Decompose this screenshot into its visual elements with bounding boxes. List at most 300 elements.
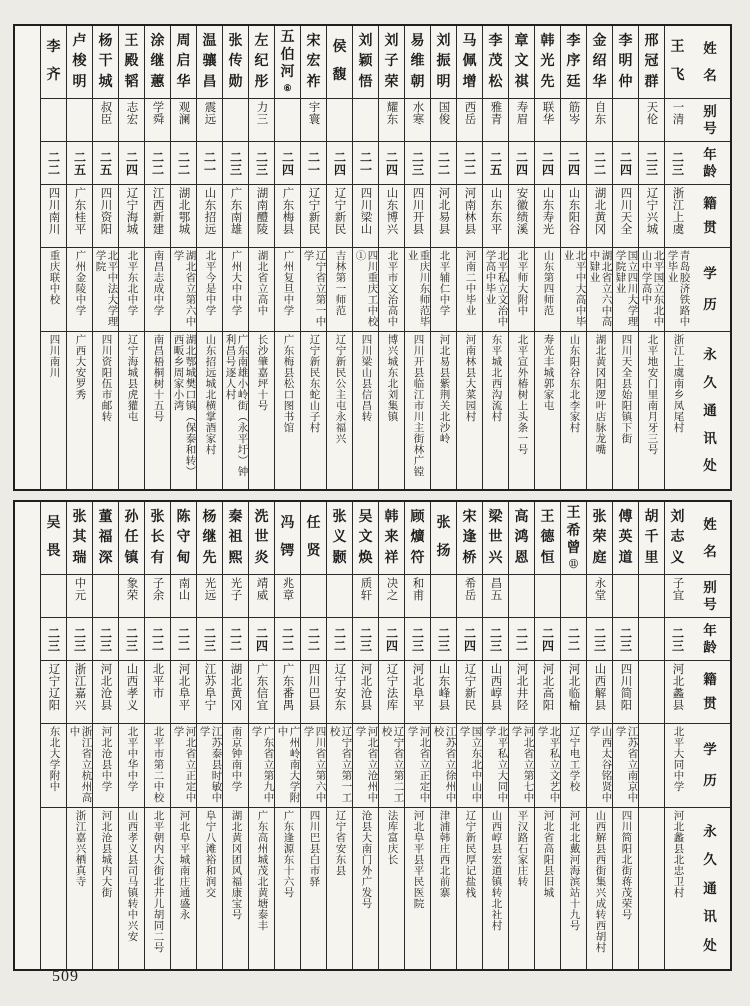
row-header-column	[690, 502, 730, 969]
alias-text: 西岳	[463, 101, 476, 125]
age-cell	[93, 141, 118, 184]
glyph: 爌	[410, 530, 425, 545]
glyph: 荣	[592, 530, 607, 545]
name-cell	[353, 502, 378, 574]
age-text: 二二	[176, 150, 191, 176]
origin-text: 四川梁山	[359, 187, 372, 235]
glyph: 世	[254, 530, 269, 545]
origin-text: 河北井陉	[515, 663, 528, 711]
education-cell	[145, 247, 170, 331]
address-text: 河北省高阳县旧城	[542, 810, 554, 898]
glyph: 传	[228, 54, 243, 69]
education-text: 重庆联中校	[48, 250, 60, 305]
alias-cell	[41, 98, 66, 141]
person-name	[405, 504, 430, 572]
education-text: 南昌志成中学	[152, 250, 164, 316]
glyph: 河	[280, 65, 295, 81]
glyph: 任	[124, 530, 139, 545]
glyph: 名	[703, 543, 717, 559]
education-text: 重庆川东师范毕业	[406, 250, 430, 327]
education-text: 江苏泰县时敏中学	[198, 726, 222, 803]
glyph: 梭	[72, 54, 87, 69]
address-cell	[275, 331, 300, 489]
origin-text: 辽宁新民	[463, 663, 476, 711]
education-text: 江苏省立南京中学	[614, 726, 638, 803]
glyph: 李	[46, 40, 61, 56]
address-cell	[93, 807, 118, 969]
education-cell	[301, 247, 326, 331]
alias-cell	[613, 98, 638, 141]
age-cell	[613, 617, 638, 660]
alias-text: 希岳	[463, 577, 476, 601]
person-name	[301, 504, 326, 572]
glyph: 王	[566, 506, 581, 522]
origin-text: 广东桂平	[73, 187, 86, 235]
education-text: 东北大学附中	[48, 726, 60, 792]
glyph: 华	[592, 74, 607, 90]
person-name	[639, 28, 664, 96]
address-text: 广东梅县松口图书馆	[282, 334, 294, 433]
age-text: 二二	[436, 150, 451, 176]
glyph: 年	[703, 146, 717, 162]
age-cell	[171, 617, 196, 660]
glyph: 长	[150, 530, 165, 545]
origin-text: 广东信宜	[255, 663, 268, 711]
address-text: 山东阳谷东北李家村	[568, 334, 580, 433]
glyph: 伯	[280, 47, 295, 63]
address-text: 北平宣外椿树上头条一号	[516, 334, 528, 455]
age-text: 二二	[306, 626, 321, 652]
age-cell	[197, 617, 222, 660]
education-text: 北平中华中学	[126, 726, 138, 792]
education-cell	[67, 723, 92, 807]
education-text: 北平大同中学	[672, 726, 684, 792]
glyph: 子	[384, 54, 399, 69]
person-column	[326, 502, 352, 969]
education-cell	[509, 247, 534, 331]
age-cell	[67, 141, 92, 184]
alias-text: 永堂	[593, 577, 606, 601]
address-text: 河北阜平县平民医院	[412, 810, 424, 909]
age-text: 二二	[514, 626, 529, 652]
student-register-table-bottom	[13, 500, 732, 971]
origin-text: 辽宁辽阳	[47, 663, 60, 711]
address-cell	[431, 807, 456, 969]
education-text: 北平市文治高中	[386, 250, 398, 327]
education-text: 广东省立第九中学	[250, 726, 274, 803]
address-cell	[197, 807, 222, 969]
name-cell	[639, 26, 664, 98]
glyph: 骧	[202, 54, 217, 69]
person-name	[379, 28, 404, 96]
glyph: 松	[488, 74, 503, 90]
origin-text: 四川南川	[47, 187, 60, 235]
origin-cell	[197, 184, 222, 247]
row-header-origin	[690, 184, 730, 247]
glyph: 通	[703, 880, 717, 896]
education-text: 四川重庆工中校①	[354, 250, 378, 327]
person-name	[639, 504, 664, 572]
age-text: 二四	[540, 150, 555, 176]
age-text: 二一	[358, 150, 373, 176]
row-header-age	[690, 141, 730, 184]
person-column	[326, 26, 352, 489]
origin-text: 河北高阳	[541, 663, 554, 711]
age-text: 二二	[280, 626, 295, 652]
name-cell	[327, 26, 352, 98]
glyph: 飞	[670, 67, 685, 83]
origin-text: 北平市	[151, 663, 164, 699]
person-name	[93, 28, 118, 96]
origin-text: 河北阜平	[177, 663, 190, 711]
origin-text: 湖北黄冈	[229, 663, 242, 711]
education-text: 山东第四师范	[542, 250, 554, 316]
alias-cell	[67, 98, 92, 141]
alias-text: 寿眉	[515, 101, 528, 125]
glyph: 勋	[228, 74, 243, 90]
age-text: 二三	[228, 150, 243, 176]
education-cell	[405, 723, 430, 807]
origin-cell	[145, 660, 170, 723]
person-column	[612, 26, 638, 489]
origin-text: 山西孝义	[125, 663, 138, 711]
address-cell	[379, 331, 404, 489]
alias-cell	[223, 98, 248, 141]
name-cell	[613, 26, 638, 98]
address-text: 长沙肇嘉坪十号	[256, 334, 268, 411]
alias-cell	[41, 574, 66, 617]
address-text: 河北沧县城内大街	[100, 810, 112, 898]
origin-cell	[197, 660, 222, 723]
age-cell	[613, 141, 638, 184]
address-text: 沧县大南门外广发号	[360, 810, 372, 909]
address-cell	[665, 331, 690, 489]
alias-text: 光远	[203, 577, 216, 601]
address-cell	[639, 331, 664, 489]
origin-cell	[93, 184, 118, 247]
person-column	[404, 502, 430, 969]
person-column	[170, 502, 196, 969]
age-text: 二四	[566, 150, 581, 176]
origin-cell	[509, 184, 534, 247]
age-text: 二五	[98, 150, 113, 176]
age-text: 二二	[228, 626, 243, 652]
name-cell	[145, 26, 170, 98]
person-name	[405, 28, 430, 96]
name-cell	[171, 26, 196, 98]
origin-cell	[431, 660, 456, 723]
person-name	[587, 504, 612, 572]
person-name	[509, 28, 534, 96]
education-cell	[353, 247, 378, 331]
glyph: 德	[540, 530, 555, 545]
glyph: 宋	[462, 509, 477, 525]
origin-text: 广东南雄	[229, 187, 242, 235]
age-text: 二五	[488, 150, 503, 176]
alias-cell	[353, 98, 378, 141]
age-text: 二四	[462, 626, 477, 652]
name-cell	[171, 502, 196, 574]
age-cell	[379, 141, 404, 184]
glyph: 荣	[384, 74, 399, 90]
glyph: 世	[488, 530, 503, 545]
glyph: 颢	[332, 550, 347, 566]
person-name	[275, 504, 300, 572]
origin-text: 山东阳谷	[567, 187, 580, 235]
person-column	[508, 502, 534, 969]
address-cell	[327, 807, 352, 969]
person-column	[352, 502, 378, 969]
education-cell	[379, 247, 404, 331]
person-column	[248, 26, 274, 489]
address-text: 东平城北西沟流村	[490, 334, 502, 422]
alias-text: 兆章	[281, 577, 294, 601]
glyph: 祚	[306, 74, 321, 90]
age-cell	[535, 617, 560, 660]
alias-text: 观澜	[177, 101, 190, 125]
name-cell	[457, 26, 482, 98]
glyph: 悟	[358, 74, 373, 90]
education-text: 辽宁省立第二工校	[380, 726, 404, 803]
row-header-name	[690, 502, 730, 574]
address-cell	[171, 331, 196, 489]
age-cell	[119, 617, 144, 660]
alias-cell	[145, 98, 170, 141]
alias-text: 学舜	[151, 101, 164, 125]
age-text: 二一	[306, 150, 321, 176]
name-cell	[379, 26, 404, 98]
person-name	[561, 28, 586, 96]
name-cell	[587, 502, 612, 574]
alias-cell	[379, 574, 404, 617]
glyph: 逢	[462, 530, 477, 545]
alias-text: 决之	[385, 577, 398, 601]
age-text: 二四	[514, 150, 529, 176]
glyph: 韩	[384, 509, 399, 525]
address-text: 湖北黄冈团风福康宝号	[230, 810, 242, 920]
address-text: 法库富庆长	[386, 810, 398, 865]
age-cell	[327, 141, 352, 184]
address-text: 浙江上虞南乡凤尾村	[672, 334, 684, 433]
origin-text: 山东峰县	[437, 663, 450, 711]
glyph: 恩	[514, 550, 529, 566]
education-cell	[587, 247, 612, 331]
age-text: 二二	[566, 626, 581, 652]
glyph: 有	[150, 550, 165, 566]
person-column	[66, 502, 92, 969]
address-cell	[41, 807, 66, 969]
glyph: 贤	[306, 543, 321, 559]
alias-text: 叔臣	[99, 101, 112, 125]
education-cell	[457, 723, 482, 807]
glyph: 讯	[703, 430, 717, 446]
education-text: 四川省立第六中学	[302, 726, 326, 803]
address-cell	[379, 807, 404, 969]
alias-cell	[145, 574, 170, 617]
origin-cell	[249, 660, 274, 723]
education-cell	[67, 247, 92, 331]
glyph: 龄	[703, 639, 717, 655]
alias-text: 志宏	[125, 101, 138, 125]
person-column	[586, 26, 612, 489]
person-column	[560, 26, 586, 489]
glyph: 韩	[540, 33, 555, 49]
person-name	[67, 504, 92, 572]
origin-cell	[41, 184, 66, 247]
person-column	[430, 26, 456, 489]
page-number: 509	[52, 968, 79, 985]
address-text: 四川巴县白市驿	[308, 810, 320, 887]
glyph: 守	[176, 530, 191, 545]
glyph: 章	[514, 33, 529, 49]
age-text: 二四	[540, 626, 555, 652]
row-header-education	[690, 723, 730, 807]
glyph: 来	[384, 530, 399, 545]
alias-cell	[197, 98, 222, 141]
glyph: 通	[703, 402, 717, 418]
glyph: 振	[436, 54, 451, 69]
glyph: 里	[644, 550, 659, 566]
glyph: 增	[462, 74, 477, 90]
address-cell	[483, 331, 508, 489]
origin-cell	[93, 660, 118, 723]
education-text: 国立东北中山中学	[458, 726, 482, 803]
age-text: 二三	[46, 626, 61, 652]
address-cell	[483, 807, 508, 969]
education-cell	[561, 247, 586, 331]
glyph: 顾	[410, 509, 425, 525]
alias-cell	[301, 98, 326, 141]
alias-text: 昌五	[489, 577, 502, 601]
age-cell	[249, 141, 274, 184]
glyph: 马	[462, 33, 477, 49]
glyph: 秦	[228, 509, 243, 525]
glyph: 年	[703, 622, 717, 638]
person-name	[431, 504, 456, 572]
alias-text: 一清	[671, 101, 684, 125]
alias-text: 自东	[593, 101, 606, 125]
origin-cell	[171, 660, 196, 723]
person-name	[145, 28, 170, 96]
glyph: 籍	[703, 196, 717, 212]
glyph: 符	[410, 550, 425, 566]
glyph: 董	[98, 509, 113, 525]
origin-text: 湖南醴陵	[255, 187, 268, 235]
address-text: 浙江嘉兴栖真寺	[74, 810, 86, 887]
glyph: 桥	[462, 550, 477, 566]
education-cell	[327, 723, 352, 807]
glyph: 镇	[124, 550, 139, 566]
row-header-label	[690, 620, 730, 658]
name-cell	[405, 26, 430, 98]
age-text: 二四	[384, 626, 399, 652]
name-cell	[613, 502, 638, 574]
glyph: 仲	[618, 74, 633, 90]
glyph: 扬	[436, 543, 451, 559]
origin-cell	[405, 184, 430, 247]
address-cell	[197, 331, 222, 489]
glyph: 讯	[703, 909, 717, 925]
person-name	[665, 504, 690, 572]
education-cell	[353, 723, 378, 807]
alias-cell	[249, 574, 274, 617]
age-text: 二四	[124, 150, 139, 176]
address-cell	[509, 331, 534, 489]
alias-cell	[613, 574, 638, 617]
glyph: 其	[72, 530, 87, 545]
name-cell	[327, 502, 352, 574]
glyph: 熙	[228, 550, 243, 566]
row-header-label	[690, 663, 730, 721]
person-name	[119, 504, 144, 572]
alias-cell	[535, 98, 560, 141]
education-text: 辽宁省立第一中学	[302, 250, 326, 327]
origin-text: 江苏阜宁	[203, 663, 216, 711]
age-text: 二二	[332, 626, 347, 652]
address-cell	[405, 807, 430, 969]
glyph: 先	[540, 74, 555, 90]
glyph: 光	[540, 54, 555, 69]
origin-cell	[67, 660, 92, 723]
alias-text: 力三	[255, 101, 268, 125]
education-cell	[613, 247, 638, 331]
origin-cell	[223, 660, 248, 723]
age-cell	[431, 617, 456, 660]
alias-cell	[457, 574, 482, 617]
glyph: 历	[703, 773, 717, 789]
education-cell	[119, 247, 144, 331]
person-name	[457, 504, 482, 572]
address-cell	[67, 331, 92, 489]
person-name	[483, 28, 508, 96]
origin-text: 浙江嘉兴	[73, 663, 86, 711]
education-cell	[639, 723, 664, 807]
name-cell	[431, 26, 456, 98]
alias-cell	[301, 574, 326, 617]
person-column	[352, 26, 378, 489]
glyph: 涂	[150, 33, 165, 49]
age-text: 二三	[670, 150, 685, 176]
person-name	[93, 504, 118, 572]
person-name	[327, 28, 352, 96]
alias-cell	[327, 574, 352, 617]
origin-text: 辽宁兴城	[645, 187, 658, 235]
age-text: 二三	[592, 626, 607, 652]
address-cell	[327, 331, 352, 489]
glyph: 左	[254, 33, 269, 49]
address-text: 辽宁新民公主屯永福兴	[334, 334, 346, 444]
education-cell	[327, 247, 352, 331]
origin-cell	[509, 660, 534, 723]
origin-text: 湖北鄂城	[177, 187, 190, 235]
row-header-label	[690, 144, 730, 182]
person-name	[41, 504, 66, 572]
glyph: 志	[670, 530, 685, 545]
person-column	[274, 502, 300, 969]
education-text: 河北省立正定中学	[172, 726, 196, 803]
glyph: 久	[703, 375, 717, 390]
address-text: 四川天全县始阳镇下街	[620, 334, 632, 444]
age-text: 二五	[72, 150, 87, 176]
person-column	[586, 502, 612, 969]
glyph: 城	[98, 74, 113, 90]
name-cell	[353, 26, 378, 98]
person-column	[144, 502, 170, 969]
address-cell	[639, 807, 664, 969]
glyph: 高	[514, 509, 529, 525]
glyph: 廷	[566, 74, 581, 90]
education-text: 青岛胶济铁路中学毕业	[666, 250, 690, 327]
